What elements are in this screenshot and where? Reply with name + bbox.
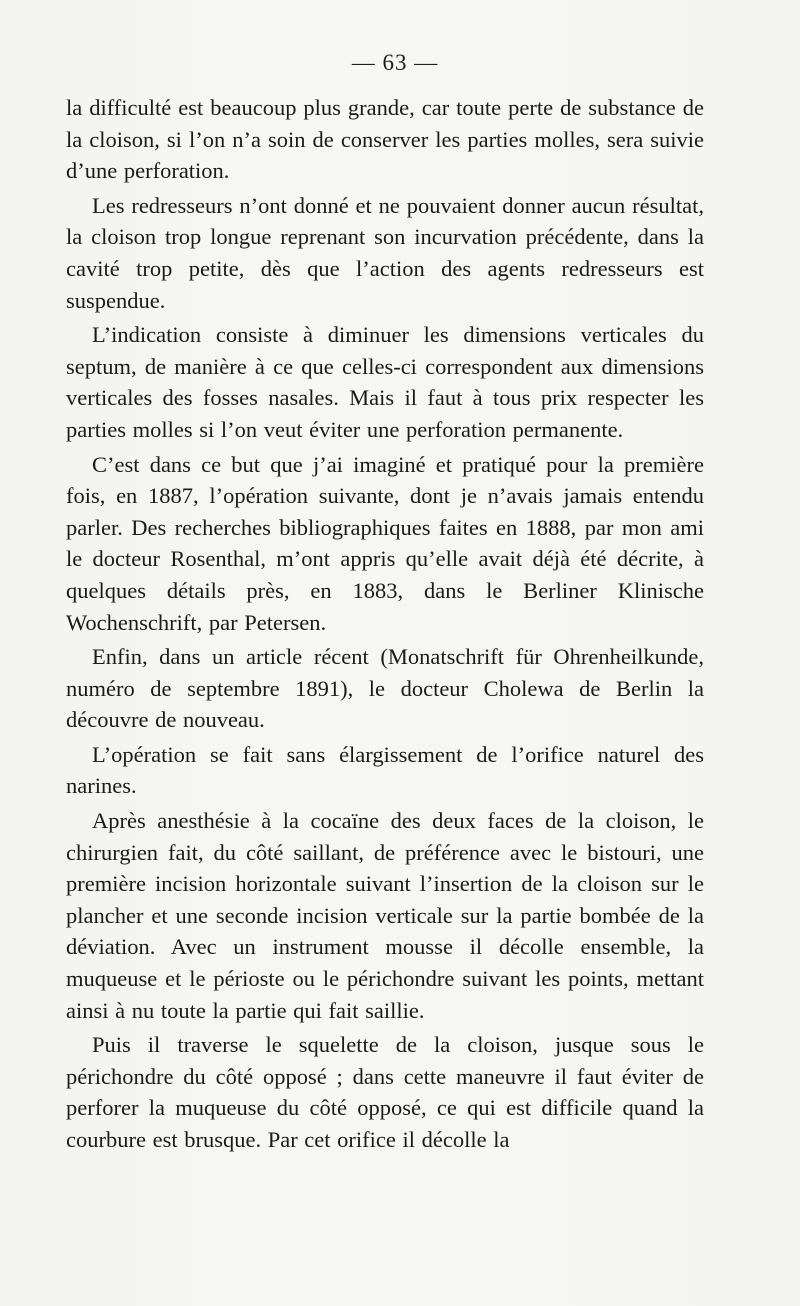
paragraph-4: C’est dans ce but que j’ai imaginé et pratiqué pour la première fois, en 1887, l’opération suivante, dont je n’avais jamais entendu parler. Des recherches bibliographiques faites en 1888, par mon ami le docteur Rosenthal, m’ont appris qu’elle avait déjà été décrite, à quelques détails près, en 1883, dans le Berliner Klinische Wochenschrift, par Petersen. [66, 451, 704, 635]
paragraph-3: L’indication consiste à diminuer les dimensions verticales du septum, de manière à ce que celles-ci correspondent aux dimensions verticales des fosses nasales. Mais il faut à tous prix respecter les parties molles si l’on veut éviter une perforation permanente. [66, 322, 704, 442]
body-text [66, 92, 704, 1159]
paragraph-7: Après anesthésie à la cocaïne des deux faces de la cloison, le chirurgien fait, du côté saillant, de préférence avec le bistouri, une première incision horizontale suivant l’insertion de la cloison sur le plancher et une seconde incision verticale sur la partie bombée de la déviation. Avec un instrument mousse il décolle ensemble, la muqueuse et le périoste ou le périchondre suivant les points, mettant ainsi à nu toute la partie qui fait saillie. [66, 808, 704, 1023]
paragraph-6: L’opération se fait sans élargissement de l’orifice naturel des narines. [66, 741, 704, 799]
paragraph-1: la difficulté est beaucoup plus grande, car toute perte de substance de la cloison, si l’on n’a soin de conserver les parties molles, sera suivie d’une perforation. [66, 95, 704, 184]
paragraph-2: Les redresseurs n’ont donné et ne pouvaient donner aucun résultat, la cloison trop longue reprenant son incurvation précédente, dans la cavité trop petite, dès que l’action des agents redresseurs est suspendue. [66, 192, 704, 313]
page-number: — 63 — [351, 50, 439, 75]
paragraph-5: Enfin, dans un article récent (Monatschrift für Ohrenheilkunde, numéro de septembre 1891), le docteur Cholewa de Berlin la découvre de nouveau. [66, 644, 704, 733]
paragraph-8: Puis il traverse le squelette de la cloison, jusque sous le périchondre du côté opposé ; dans cette maneuvre il faut éviter de perforer la muqueuse du côté opposé, ce qui est difficile quand la courbure est brusque. Par cet orifice il décolle la [66, 1032, 704, 1152]
